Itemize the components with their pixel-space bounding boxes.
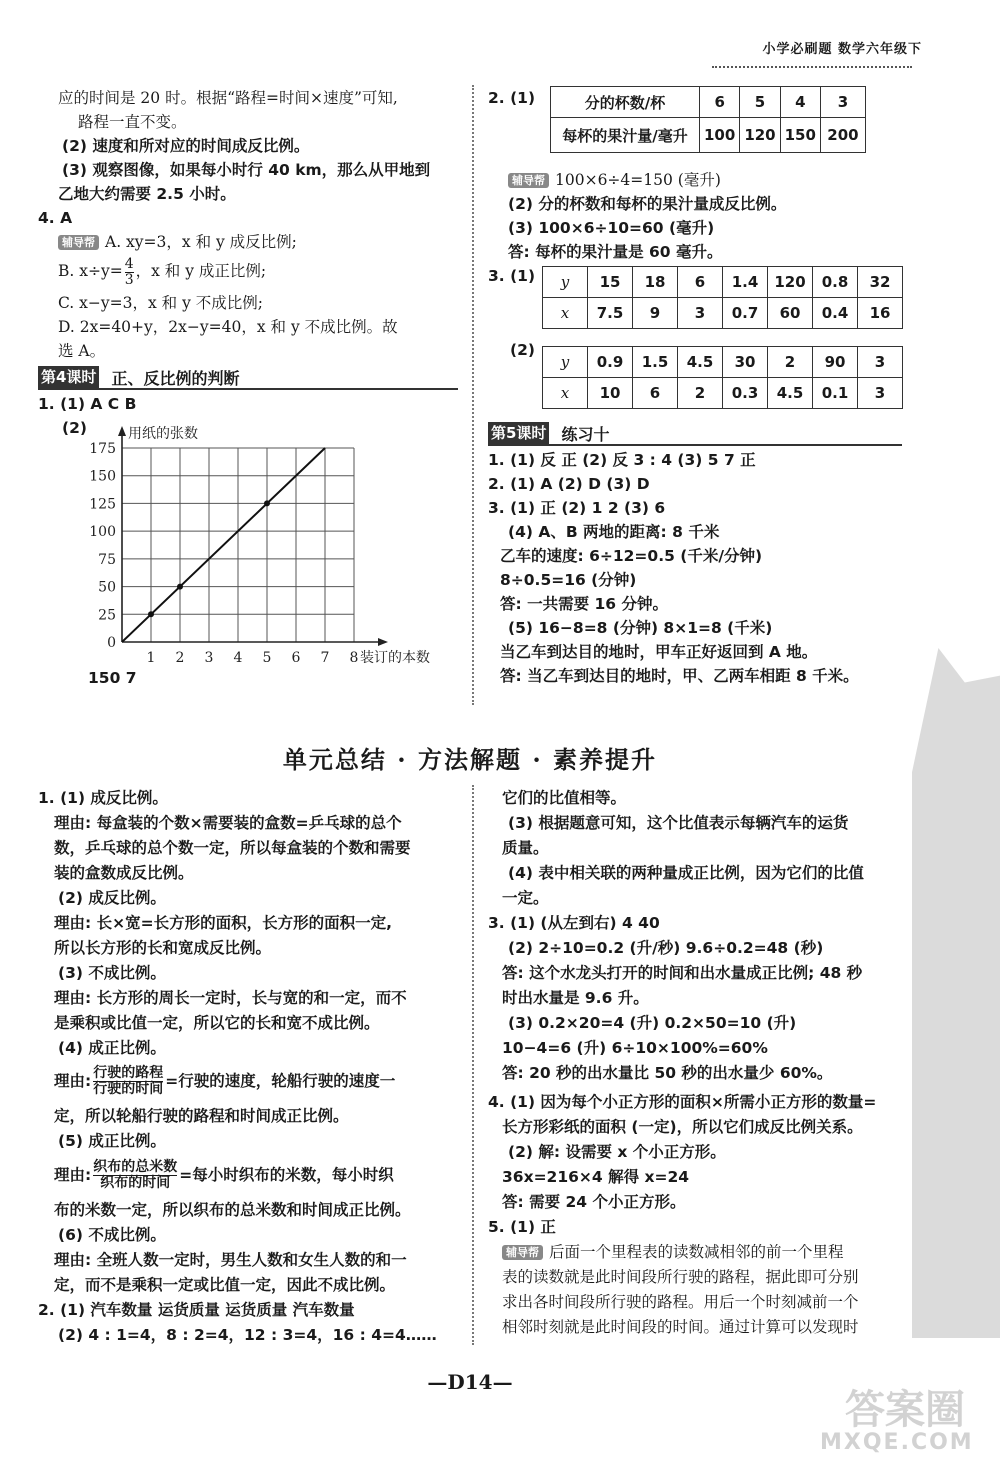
question-2: 2. (1) [488, 89, 536, 107]
lesson-label: 第5课时 [488, 422, 549, 444]
question-1-2: (2) [62, 419, 87, 437]
text-line: (2) 4 : 1=4，8 : 2=4，12 : 3=4，16 : 4=4…… [58, 1326, 437, 1344]
page-number: —D14— [427, 1370, 513, 1394]
table-cell: 200 [820, 118, 865, 153]
guide-badge: 辅导帮 [502, 1245, 543, 1260]
y-tick-label: 0 [107, 635, 116, 651]
fraction: $\frac{4}{3}$ [124, 255, 134, 288]
text-line: 一定。 [502, 889, 549, 907]
table-cups [550, 86, 866, 153]
text-line: 长方形彩纸的面积 (一定)，所以它们成反比例关系。 [502, 1118, 863, 1136]
text-line: (2) 分的杯数和每杯的果汁量成反比例。 [508, 195, 787, 213]
text-line: 路程一直不变。 [78, 113, 187, 131]
text-line: 4. (1) 因为每个小正方形的面积×所需小正方形的数量= [488, 1093, 877, 1111]
answer-line: 1. (1) 反 正 (2) 反 3 : 4 (3) 5 7 正 [488, 451, 756, 469]
lesson-4-heading [38, 366, 239, 388]
table-cell: 9 [633, 298, 678, 329]
answer-line: 8÷0.5=16 (分钟) [500, 571, 637, 589]
column-divider-bottom [472, 785, 474, 1345]
table-cell: 2 [768, 347, 813, 378]
table-cell: 0.8 [813, 267, 858, 298]
fraction: $\frac{\text{织布的总米数}}{\text{织布的时间}}$ [93, 1159, 178, 1191]
question-3: 3. (1) [488, 267, 536, 285]
table-cell: 1.4 [723, 267, 768, 298]
table-cell: 120 [740, 118, 780, 153]
text-line: 10−4=6 (升) 6÷10×100%=60% [502, 1039, 768, 1057]
text-line: 1. (1) 成反比例。 [38, 789, 168, 807]
answer-line: 答: 一共需要 16 分钟。 [500, 595, 668, 613]
text-line: 理由: $\frac{\text{行驶的路程}}{\text{行驶的时间}}$ =行驶的速度，轮船行驶的速度一 [54, 1065, 396, 1097]
table-cell: 4.5 [768, 378, 813, 409]
text-line: (6) 不成比例。 [58, 1226, 166, 1244]
question-3-2: (2) [510, 341, 535, 359]
answer-line: (4) A、B 两地的距离: 8 千米 [508, 523, 720, 541]
table-cell: 32 [858, 267, 903, 298]
text-line: (2) 速度和所对应的时间成反比例。 [62, 137, 310, 155]
text-line: 36x=216×4 解得 x=24 [502, 1168, 690, 1186]
table-cell: 0.1 [813, 378, 858, 409]
text-line: 2. (1) 汽车数量 运货质量 运货质量 汽车数量 [38, 1301, 355, 1319]
table-cell: 3 [858, 378, 903, 409]
text-line: (2) 解: 设需要 x 个小正方形。 [508, 1143, 726, 1161]
x-tick-label: 7 [320, 650, 330, 666]
text-line: 质量。 [502, 839, 549, 857]
text-line: 答: 每杯的果汁量是 60 毫升。 [508, 243, 723, 261]
table-cell: 150 [780, 118, 820, 153]
text-line: (5) 成正比例。 [58, 1132, 166, 1150]
y-axis-label: 用纸的张数 [128, 426, 198, 442]
text-line: 它们的比值相等。 [502, 789, 627, 807]
y-axis-arrow [118, 426, 126, 436]
text-line: 数，乒乓球的总个数一定，所以每盒装的个数和需要 [54, 839, 411, 857]
table-cell: 4 [780, 87, 820, 118]
text-line: (3) 100×6÷10=60 (毫升) [508, 219, 715, 237]
table-head: x [543, 298, 588, 329]
lesson-title: 正、反比例的判断 [111, 368, 240, 388]
text-line: 定，而不是乘积一定或比值一定，因此不成比例。 [54, 1276, 396, 1294]
table-yx-1 [542, 266, 903, 329]
x-axis-label: 装订的本数 [360, 650, 430, 666]
guide-badge: 辅导帮 [58, 235, 99, 250]
text-line: (2) 成反比例。 [58, 889, 166, 907]
lesson-label: 第4课时 [38, 366, 99, 388]
table-cell: 3 [820, 87, 865, 118]
watermark-logo: 答案圈 [845, 1387, 965, 1433]
text-line: 5. (1) 正 [488, 1218, 556, 1236]
x-axis-arrow [378, 638, 388, 646]
table-cell: 5 [740, 87, 780, 118]
table-cell: 18 [633, 267, 678, 298]
table-yx-2 [542, 346, 903, 409]
table-head: y [543, 347, 588, 378]
x-tick-label: 4 [233, 650, 243, 666]
text-line: C. x−y=3，x 和 y 不成比例; [58, 294, 263, 312]
question-1: 1. (1) A C B [38, 395, 137, 413]
table-cell: 0.3 [723, 378, 768, 409]
table-cell: 6 [678, 267, 723, 298]
table-cell: 0.4 [813, 298, 858, 329]
text-line: (3) 根据题意可知，这个比值表示每辆汽车的运货 [508, 814, 849, 832]
answer-line: 答: 当乙车到达目的地时，甲、乙两车相距 8 千米。 [500, 667, 859, 685]
header-divider [712, 66, 912, 68]
text-line: 求出各时间段所行驶的路程。用后一个时刻减前一个 [502, 1293, 859, 1311]
table-cell: 15 [588, 267, 633, 298]
answer-line: 3. (1) 正 (2) 1 2 (3) 6 [488, 499, 666, 517]
section-title: 单元总结 · 方法解题 · 素养提升 [282, 745, 658, 774]
text-line: 答: 20 秒的出水量比 50 秒的出水量少 60%。 [502, 1064, 833, 1082]
table-cell: 3 [678, 298, 723, 329]
guide-badge: 辅导帮 [508, 173, 549, 188]
text-line: B. x÷y= $\frac{4}{3}$ ，x 和 y 成正比例; [58, 255, 267, 288]
text-line: 理由: $\frac{\text{织布的总米数}}{\text{织布的时间}}$ =每小时织布的米数，每小时织 [54, 1159, 394, 1191]
text-line: 辅导帮 100×6÷4=150 (毫升) [508, 168, 721, 192]
table-cell: 2 [678, 378, 723, 409]
text-line: (4) 表中相关联的两种量成正比例，因为它们的比值 [508, 864, 864, 882]
text-line: 理由: 每盒装的个数×需要装的盒数=乒乓球的总个 [54, 814, 402, 832]
text-line: (2) 2÷10=0.2 (升/秒) 9.6÷0.2=48 (秒) [508, 939, 824, 957]
table-head: x [543, 378, 588, 409]
lesson-5-heading [488, 422, 609, 444]
table-cell: 10 [588, 378, 633, 409]
table-cell: 16 [858, 298, 903, 329]
table-cell: 120 [768, 267, 813, 298]
answer-line: 2. (1) A (2) D (3) D [488, 475, 650, 493]
text-line: 装的盒数成反比例。 [54, 864, 194, 882]
text-line: 定，所以轮船行驶的路程和时间成正比例。 [54, 1107, 349, 1125]
y-tick-label: 75 [98, 551, 116, 568]
x-tick-label: 6 [291, 650, 301, 666]
text-line: 应的时间是 20 时。根据“路程=时间×速度”可知, [58, 89, 398, 107]
answer-line: 乙车的速度: 6÷12=0.5 (千米/分钟) [500, 547, 763, 565]
text-line: (3) 0.2×20=4 (升) 0.2×50=10 (升) [508, 1014, 797, 1032]
text-line: D. 2x=40+y，2x−y=40，x 和 y 不成比例。故 [58, 318, 398, 336]
text-line: 所以长方形的长和宽成反比例。 [54, 939, 272, 957]
data-point [177, 584, 183, 590]
text-line: (3) 观察图像，如果每小时行 40 km，那么从甲地到 [62, 161, 431, 179]
table-cell: 60 [768, 298, 813, 329]
table-cell: 100 [700, 118, 740, 153]
text-line: 理由: 全班人数一定时，男生人数和女生人数的和一 [54, 1251, 407, 1269]
text-line: 相邻时刻就是此时间段的时间。通过计算可以发现时 [502, 1318, 859, 1336]
text-line: 答: 需要 24 个小正方形。 [502, 1193, 686, 1211]
text-line: 理由: 长×宽=长方形的面积，长方形的面积一定, [54, 914, 392, 932]
x-tick-label: 1 [146, 650, 156, 666]
y-tick-label: 50 [98, 579, 116, 596]
y-tick-label: 125 [89, 496, 116, 513]
text-line: 是乘积或比值一定，所以它的长和宽不成比例。 [54, 1014, 380, 1032]
text-line: 答: 这个水龙头打开的时间和出水量成正比例; 48 秒 [502, 964, 863, 982]
y-tick-label: 100 [89, 524, 116, 541]
y-tick-label: 175 [89, 441, 116, 457]
text-line: 布的米数一定，所以织布的总米数和时间成正比例。 [54, 1201, 411, 1219]
table-cell: 1.5 [633, 347, 678, 378]
text-line: 辅导帮 A. xy=3，x 和 y 成反比例; [58, 230, 297, 254]
table-cell: 6 [700, 87, 740, 118]
text-line: 乙地大约需要 2.5 小时。 [58, 185, 236, 203]
table-cell: 90 [813, 347, 858, 378]
text-line: 时出水量是 9.6 升。 [502, 989, 649, 1007]
text-line: 选 A。 [58, 342, 106, 360]
table-cell: 3 [858, 347, 903, 378]
table-cell: 6 [633, 378, 678, 409]
data-point [148, 611, 154, 617]
table-cell: 4.5 [678, 347, 723, 378]
column-divider-top [472, 85, 474, 705]
data-point [264, 500, 270, 506]
table-cell: 0.9 [588, 347, 633, 378]
table-head: 分的杯数/杯 [551, 87, 700, 118]
y-tick-label: 25 [98, 607, 116, 624]
answer-line: 当乙车到达目的地时，甲车正好返回到 A 地。 [500, 643, 818, 661]
table-head: y [543, 267, 588, 298]
x-tick-label: 3 [204, 650, 214, 666]
table-cell: 30 [723, 347, 768, 378]
answer-line: (5) 16−8=8 (分钟) 8×1=8 (千米) [508, 619, 773, 637]
page-header: 小学必刷题 数学六年级下 [762, 42, 922, 57]
table-head: 每杯的果汁量/毫升 [551, 118, 700, 153]
answer-line: 150 7 [88, 669, 137, 687]
x-tick-label: 2 [175, 650, 185, 666]
table-cell: 0.7 [723, 298, 768, 329]
lesson-underline [38, 388, 458, 390]
question-4: 4. A [38, 209, 73, 227]
text-line: (4) 成正比例。 [58, 1039, 166, 1057]
lesson-underline [488, 444, 902, 446]
watermark-url: MXQE.COM [820, 1430, 974, 1455]
text-line: 辅导帮 后面一个里程表的读数减相邻的前一个里程 [502, 1240, 844, 1264]
text-line: 表的读数就是此时间段所行驶的路程，据此即可分别 [502, 1268, 859, 1286]
text-line: (3) 不成比例。 [58, 964, 166, 982]
x-tick-label: 5 [262, 650, 272, 666]
lesson-title: 练习十 [561, 424, 610, 444]
text-line: 理由: 长方形的周长一定时，长与宽的和一定，而不 [54, 989, 407, 1007]
y-tick-label: 150 [89, 468, 116, 485]
table-cell: 7.5 [588, 298, 633, 329]
text-line: 3. (1) (从左到右) 4 40 [488, 914, 660, 932]
x-tick-label: 8 [349, 650, 359, 666]
fraction: $\frac{\text{行驶的路程}}{\text{行驶的时间}}$ [93, 1065, 164, 1097]
line-chart [84, 418, 444, 678]
